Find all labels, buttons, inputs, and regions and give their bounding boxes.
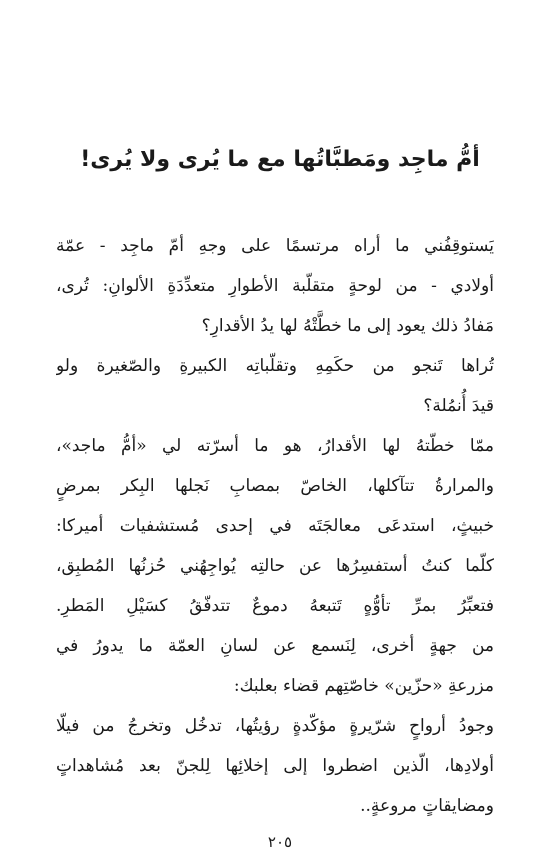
- text-line: تُراها تَنجو من حكَمِهِ وتقلّباتِه الكبيرةِ والصّغيرة ولو: [56, 356, 494, 376]
- text-line: مزرعةِ «حزّين» خاصّتِهم قضاء بعلبك:: [233, 676, 494, 696]
- page-number: ٢٠٥: [267, 833, 293, 851]
- text-line: ممّا خطّتهُ لها الأقدارُ، هو ما أسرّته لي «أمُّ ماجد»،: [56, 436, 494, 456]
- text-line: خبيثٍ، استدعَى معالجَتَه في إحدى مُستشفيات أميركا:: [56, 516, 494, 536]
- chapter-title: أمُّ ماجِد ومَطبَّاتُها مع ما يُرى ولا يُرى!: [80, 147, 480, 172]
- text-line: وجودُ أرواحٍ شرّيرةٍ مؤكّدةٍ رؤيتُها، تدخُل وتخرجُ من فيلّا: [56, 716, 494, 736]
- text-line: أولادي - من لوحةٍ متقلّبة الأطوارِ متعدِّدَةِ الألوانِ: تُرى،: [56, 276, 494, 296]
- text-line: يَستوقِفُني ما أراه مرتسمًا على وجهِ أمّ ماجِد - عمّة: [56, 236, 494, 256]
- text-line: قيدَ أُنمُلة؟: [423, 396, 494, 416]
- text-line: فتعبِّرُ بمرِّ تأوُّهٍ تَتبعهُ دموعٌ تتدفّقُ كسَيْلِ المَطرِ.: [56, 596, 494, 616]
- text-line: ومضايقاتٍ مروعةٍ..: [360, 796, 494, 816]
- text-line: أولادِها، الّذين اضطروا إلى إخلائِها لِلجنّ بعد مُشاهداتٍ: [56, 756, 494, 776]
- text-line: كلّما كنتُ أستفسِرُها عن حالتِه يُواجِهُني حُزنُها المُطبِق،: [56, 556, 494, 576]
- text-line: مَفادُ ذلك يعود إلى ما خطَّتْهُ لها يدُ الأقدارِ؟: [201, 316, 494, 336]
- body-text: [56, 226, 494, 826]
- text-line: من جهةٍ أخرى، لِنَسمع عن لسانِ العمّة ما يدورُ في: [56, 636, 494, 656]
- text-line: والمرارةُ تتآكلها، الخاصّ بمصابِ نَجلها البِكر بمرضٍ: [56, 476, 494, 496]
